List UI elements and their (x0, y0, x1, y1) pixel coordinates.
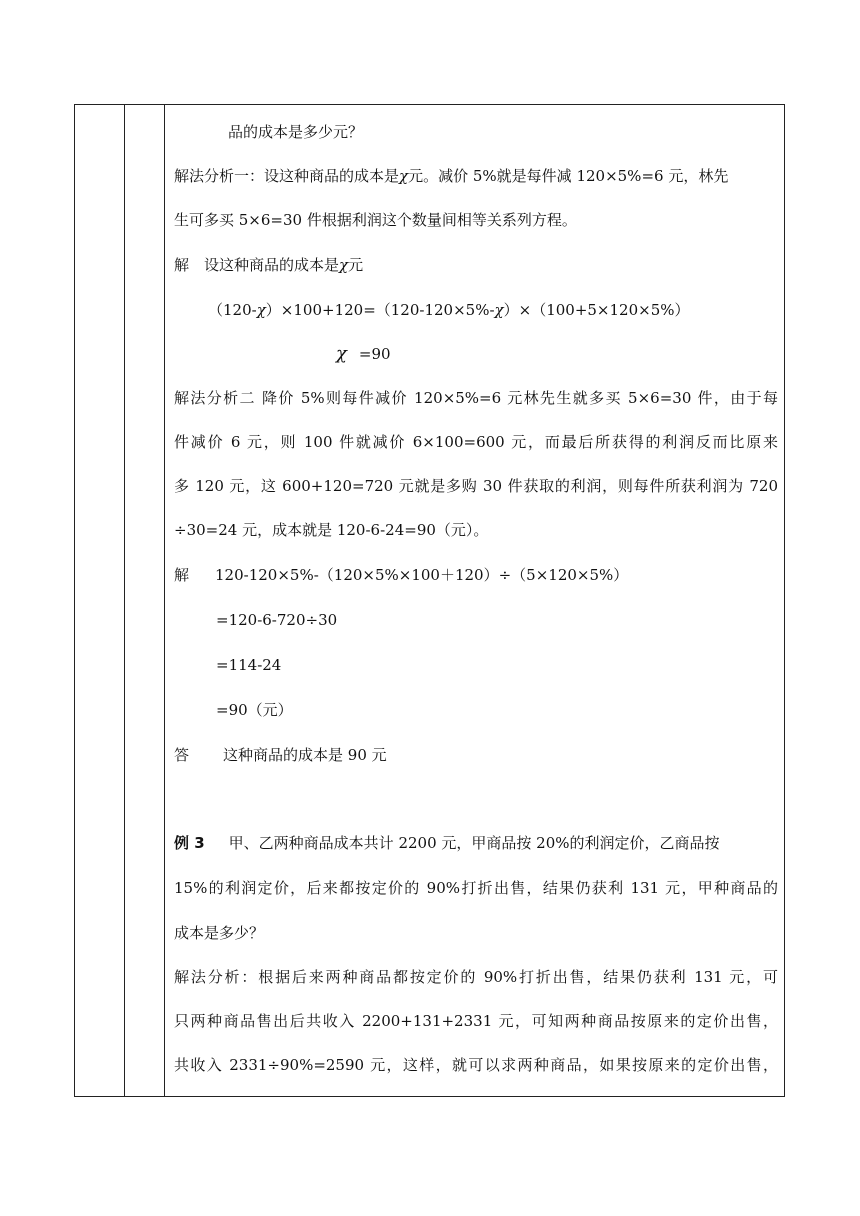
text-line-1: 品的成本是多少元？ (228, 123, 364, 141)
column-divider-2 (164, 105, 165, 1096)
column-divider-1 (124, 105, 125, 1096)
analysis-line-2: 只两种商品售出后共收入 2200+131+2331 元，可知两种商品按原来的定价出售， (174, 1012, 778, 1030)
variable-x: χ (336, 343, 347, 364)
solution-line-1: 解 120-120×5%-（120×5%×100＋120）÷（5×120×5%） (174, 566, 629, 584)
variable-x: χ (339, 256, 349, 274)
solution-line-3: =114-24 (216, 656, 282, 674)
answer-line: 答 这种商品的成本是 90 元 (174, 746, 387, 764)
solution-line-4: =90（元） (216, 701, 293, 719)
example-3-line-3: 成本是多少？ (174, 924, 265, 942)
example-3-line-1: 例 3 甲、乙两种商品成本共计 2200 元，甲商品按 20%的利润定价，乙商品按 (174, 834, 720, 852)
text-line-3: 生可多买 5×6=30 件根据利润这个数量间相等关系列方程。 (174, 211, 577, 229)
analysis-line-1: 解法分析：根据后来两种商品都按定价的 90%打折出售，结果仍获利 131 元，可 (174, 968, 778, 986)
text-line-7: 解法分析二 降价 5%则每件减价 120×5%=6 元林先生就多买 5×6=30 件，由于每 (174, 389, 778, 407)
text-line-10: ÷30=24 元，成本就是 120-6-24=90（元）。 (174, 521, 489, 539)
equation-result: χ =90 (336, 343, 391, 364)
example-3-line-2: 15%的利润定价，后来都按定价的 90%打折出售，结果仍获利 131 元，甲种商品的 (174, 879, 778, 897)
text-line-4: 解 设这种商品的成本是χ元 (174, 256, 364, 274)
example-label: 例 3 (174, 834, 205, 852)
text-line-2: 解法分析一：设这种商品的成本是χ元。减价 5%就是每件减 120×5%=6 元，林先 (174, 167, 729, 185)
equation-line: （120-χ）×100+120=（120-120×5%-χ）×（100+5×120×5%） (208, 301, 690, 319)
variable-x: χ (256, 301, 266, 319)
solution-line-2: =120-6-720÷30 (216, 611, 338, 629)
variable-x: χ (494, 301, 504, 319)
analysis-line-3: 共收入 2331÷90%=2590 元，这样，就可以求两种商品，如果按原来的定价出售， (174, 1056, 778, 1074)
text-line-9: 多 120 元，这 600+120=720 元就是多购 30 件获取的利润，则每件所获利润为 720 (174, 477, 778, 495)
content-cell (174, 105, 784, 1096)
text-line-8: 件减价 6 元，则 100 件就减价 6×100=600 元，而最后所获得的利润反而比原来 (174, 433, 778, 451)
variable-x: χ (399, 167, 409, 185)
table-frame (74, 104, 785, 1097)
